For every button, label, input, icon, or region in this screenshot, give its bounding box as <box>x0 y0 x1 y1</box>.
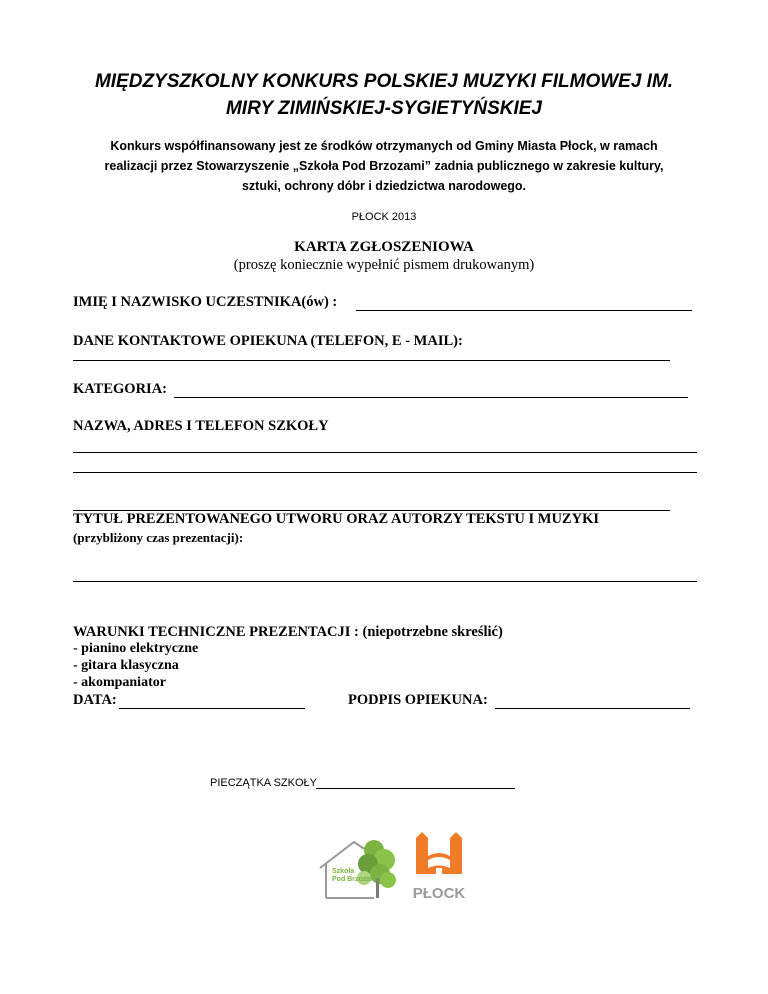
date-label: DATA: <box>73 692 117 708</box>
signature-field[interactable] <box>495 708 690 709</box>
school-field-line-1[interactable] <box>73 452 697 453</box>
participant-field[interactable] <box>356 310 692 311</box>
form-title: KARTA ZGŁOSZENIOWA <box>294 239 474 255</box>
category-label: KATEGORIA: <box>73 381 167 397</box>
tech-conditions-label: WARUNKI TECHNICZNE PREZENTACJI : (niepotrzebne skreślić) <box>73 624 503 640</box>
school-logo <box>314 828 398 902</box>
plock-logo <box>412 828 468 904</box>
birch-tree-icon <box>314 828 398 902</box>
participant-label: IMIĘ I NAZWISKO UCZESTNIKA(ów) : <box>73 294 338 310</box>
intro-line-1: Konkurs współfinansowany jest ze środków otrzymanych od Gminy Miasta Płock, w ramach <box>110 139 658 153</box>
guardian-contact-label: DANE KONTAKTOWE OPIEKUNA (TELEFON, E - MAIL): <box>73 333 463 349</box>
city-crest-icon <box>412 828 466 882</box>
school-field-line-2[interactable] <box>73 472 697 473</box>
signature-label: PODPIS OPIEKUNA: <box>348 692 488 708</box>
document-title-line-1: MIĘDZYSZKOLNY KONKURS POLSKIEJ MUZYKI FILMOWEJ IM. <box>94 71 674 92</box>
guardian-contact-field[interactable] <box>73 360 670 361</box>
school-logo-text-1: Szkoła <box>332 868 355 875</box>
date-field[interactable] <box>119 708 305 709</box>
category-field[interactable] <box>174 397 688 398</box>
tech-option-electric-piano: - pianino elektryczne <box>73 641 199 656</box>
piece-field[interactable] <box>73 581 697 582</box>
form-subtitle: (proszę koniecznie wypełnić pismem drukowanym) <box>233 257 535 273</box>
piece-sublabel: (przybliżony czas prezentacji): <box>73 530 244 545</box>
intro-line-2: realizacji przez Stowarzyszenie „Szkoła Pod Brzozami” zadnia publicznego w zakresie kultury, <box>104 159 664 173</box>
intro-line-3: sztuki, ochrony dóbr i dziedzictwa narodowego. <box>241 179 527 193</box>
city-logo-text: PŁOCK <box>412 885 466 902</box>
stamp-field[interactable] <box>316 788 515 789</box>
place-year: PŁOCK 2013 <box>351 211 417 223</box>
document-title-line-2: MIRY ZIMIŃSKIEJ-SYGIETYŃSKIEJ <box>225 98 543 119</box>
school-label: NAZWA, ADRES I TELEFON SZKOŁY <box>73 418 329 434</box>
school-logo-text-2: Pod Brzozami <box>332 876 379 883</box>
piece-label: TYTUŁ PREZENTOWANEGO UTWORU ORAZ AUTORZY TEKSTU I MUZYKI <box>73 511 599 527</box>
tech-option-classical-guitar: - gitara klasyczna <box>73 658 179 673</box>
stamp-label: PIECZĄTKA SZKOŁY <box>210 777 317 789</box>
tech-option-accompanist: - akompaniator <box>73 675 166 690</box>
